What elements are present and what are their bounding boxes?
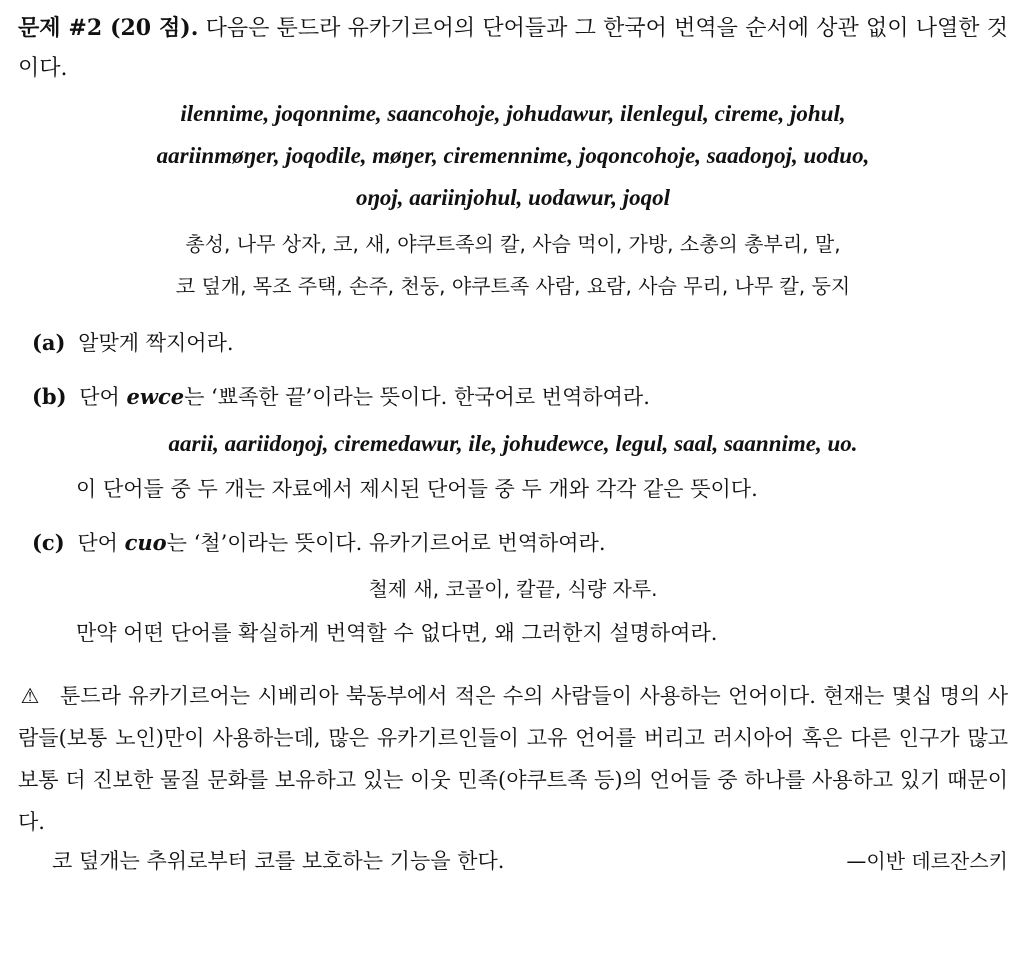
- footer-line: [18, 843, 1008, 879]
- language-note: [18, 675, 1008, 843]
- yukaghir-word-list: [18, 93, 1008, 219]
- question-b-note: 이 단어들 중 두 개는 자료에서 제시된 단어들 중 두 개와 각각 같은 뜻이다.: [76, 477, 758, 501]
- language-note-text: 툰드라 유카기르어는 시베리아 북동부에서 적은 수의 사람들이 사용하는 언어이다. 현재는 몇십 명의 사람들(보통 노인)만이 사용하는데, 많은 유카기르인들이 고유 언어를 버리고 러시아어 혹은 다른 인구가 많고 보통 더 진보한 물질 문화를 보유하고 있는 이웃 민족(야쿠트족 등)의 언어들 중 하나를 사용하고 있기 때문이다.: [18, 684, 1008, 834]
- problem-intro-text: 다음은 툰드라 유카기르어의 단어들과 그 한국어 번역을 순서에 상관 없이 나열한 것이다.: [18, 16, 1008, 81]
- problem-page: [18, 8, 1008, 879]
- question-b: [18, 379, 1008, 415]
- problem-intro: [18, 8, 1008, 89]
- word-list-line: ilennime, joqonnime, saancohoje, johudawur, ilenlegul, cireme, johul,: [180, 101, 846, 126]
- question-c-text-before: 단어: [77, 531, 125, 555]
- author-credit: —이반 데르잔스키: [846, 849, 1008, 873]
- question-b-text-before: 단어: [79, 385, 127, 409]
- question-b-text-after: 는 ‘뾰족한 끝’이라는 뜻이다. 한국어로 번역하여라.: [184, 385, 650, 409]
- question-c-text-after: 는 ‘철’이라는 뜻이다. 유카기르어로 번역하여라.: [166, 531, 606, 555]
- question-c-note: 만약 어떤 단어를 확실하게 번역할 수 없다면, 왜 그러한지 설명하여라.: [76, 621, 718, 645]
- word-list-line: oŋoj, aariinjohul, uodawur, joqol: [355, 185, 671, 210]
- word-list-line: aariinmøŋer, joqodile, møŋer, ciremennime, joqoncohoje, saadoŋoj, uoduo,: [156, 143, 870, 168]
- question-c: [18, 525, 1008, 561]
- question-a: [18, 325, 1008, 361]
- translation-list-line: 코 덮개, 목조 주택, 손주, 천둥, 야쿠트족 사람, 요람, 사슴 무리, 나무 칼, 둥지: [175, 274, 851, 298]
- question-c-word: cuo: [124, 530, 167, 555]
- question-b-word: ewce: [126, 384, 185, 409]
- warning-icon: ⚠: [20, 684, 40, 708]
- question-a-text: 알맞게 짝지어라.: [78, 331, 234, 355]
- problem-title: 문제 #2 (20 점).: [18, 15, 199, 41]
- question-a-label: (a): [32, 330, 66, 355]
- question-c-label: (c): [32, 530, 65, 555]
- question-c-items: 철제 새, 코골이, 칼끝, 식량 자루.: [368, 577, 658, 601]
- translation-list-line: 총성, 나무 상자, 코, 새, 야쿠트족의 칼, 사슴 먹이, 가방, 소총의 총부리, 말,: [185, 232, 841, 256]
- nose-cover-note: 코 덮개는 추위로부터 코를 보호하는 기능을 한다.: [52, 849, 505, 873]
- question-b-word-list: aarii, aariidoŋoj, ciremedawur, ile, johudewce, legul, saal, saannime, uo.: [168, 431, 858, 456]
- korean-translation-list: [18, 223, 1008, 307]
- question-b-label: (b): [32, 384, 67, 409]
